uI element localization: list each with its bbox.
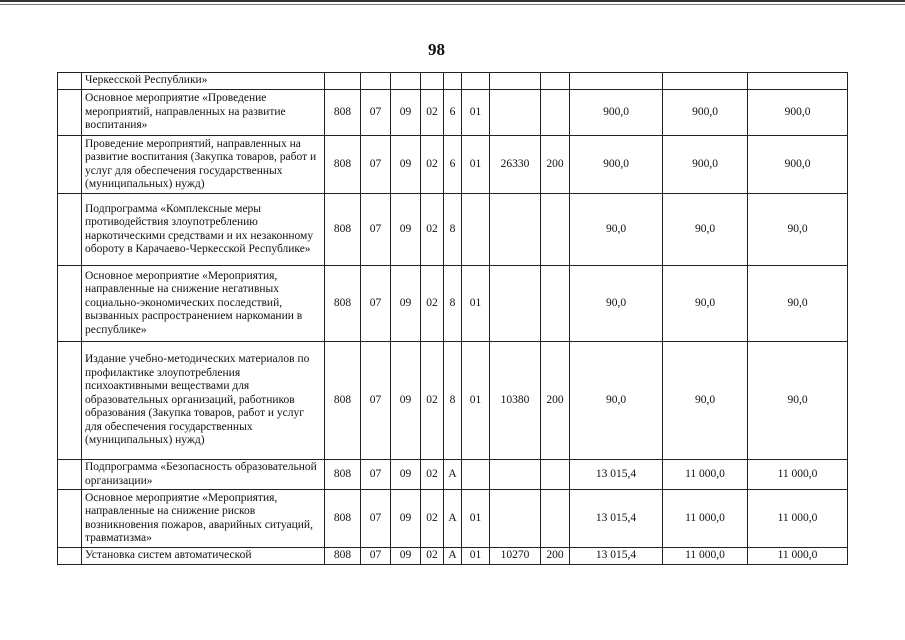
cs-subprogram-cell: 8 bbox=[444, 266, 462, 342]
cs-direction-cell bbox=[490, 490, 541, 548]
cs-program-cell: 02 bbox=[421, 90, 444, 136]
cs-subprogram-cell: А bbox=[444, 548, 462, 565]
cs-direction-cell bbox=[490, 460, 541, 490]
cs-program-cell bbox=[421, 73, 444, 90]
vr-cell bbox=[541, 266, 570, 342]
cs-program-cell: 02 bbox=[421, 548, 444, 565]
cs-measure-cell: 01 bbox=[462, 548, 490, 565]
razdel-cell: 07 bbox=[361, 490, 391, 548]
blank-cell bbox=[58, 460, 82, 490]
table-row bbox=[58, 90, 848, 136]
razdel-cell bbox=[361, 73, 391, 90]
podrazdel-cell: 09 bbox=[391, 90, 421, 136]
sum-year2-cell: 11 000,0 bbox=[663, 460, 748, 490]
vr-cell: 200 bbox=[541, 136, 570, 194]
ved-cell bbox=[325, 73, 361, 90]
table-row bbox=[58, 460, 848, 490]
podrazdel-cell: 09 bbox=[391, 194, 421, 266]
sum-year1-cell: 900,0 bbox=[570, 90, 663, 136]
razdel-cell: 07 bbox=[361, 460, 391, 490]
cs-measure-cell bbox=[462, 194, 490, 266]
razdel-cell: 07 bbox=[361, 194, 391, 266]
cs-program-cell: 02 bbox=[421, 266, 444, 342]
blank-cell bbox=[58, 266, 82, 342]
cs-measure-cell bbox=[462, 73, 490, 90]
ved-cell: 808 bbox=[325, 194, 361, 266]
cs-subprogram-cell: А bbox=[444, 490, 462, 548]
cs-direction-cell: 10270 bbox=[490, 548, 541, 565]
row-name-cell: Установка систем автоматической bbox=[82, 548, 325, 565]
ved-cell: 808 bbox=[325, 136, 361, 194]
cs-direction-cell bbox=[490, 266, 541, 342]
ved-cell: 808 bbox=[325, 490, 361, 548]
cs-direction-cell bbox=[490, 90, 541, 136]
table-row bbox=[58, 194, 848, 266]
sum-year1-cell: 13 015,4 bbox=[570, 490, 663, 548]
sum-year2-cell: 90,0 bbox=[663, 342, 748, 460]
cs-measure-cell: 01 bbox=[462, 490, 490, 548]
sum-year1-cell: 90,0 bbox=[570, 194, 663, 266]
ved-cell: 808 bbox=[325, 342, 361, 460]
cs-measure-cell: 01 bbox=[462, 266, 490, 342]
table-row bbox=[58, 342, 848, 460]
cs-direction-cell bbox=[490, 194, 541, 266]
sum-year3-cell: 900,0 bbox=[748, 90, 848, 136]
ved-cell: 808 bbox=[325, 90, 361, 136]
ved-cell: 808 bbox=[325, 460, 361, 490]
vr-cell bbox=[541, 460, 570, 490]
razdel-cell: 07 bbox=[361, 90, 391, 136]
sum-year3-cell bbox=[748, 73, 848, 90]
row-name-cell: Основное мероприятие «Мероприятия, направленные на снижение негативных социально-экономических последствий, вызванных распространением наркомании в республике» bbox=[82, 266, 325, 342]
cs-measure-cell: 01 bbox=[462, 90, 490, 136]
sum-year1-cell: 90,0 bbox=[570, 266, 663, 342]
podrazdel-cell: 09 bbox=[391, 136, 421, 194]
sum-year1-cell: 900,0 bbox=[570, 136, 663, 194]
sum-year1-cell: 90,0 bbox=[570, 342, 663, 460]
podrazdel-cell: 09 bbox=[391, 490, 421, 548]
row-name-cell: Основное мероприятие «Проведение мероприятий, направленных на развитие воспитания» bbox=[82, 90, 325, 136]
blank-cell bbox=[58, 490, 82, 548]
cs-measure-cell bbox=[462, 460, 490, 490]
cs-subprogram-cell: 8 bbox=[444, 194, 462, 266]
cs-program-cell: 02 bbox=[421, 490, 444, 548]
razdel-cell: 07 bbox=[361, 136, 391, 194]
row-name-cell: Проведение мероприятий, направленных на развитие воспитания (Закупка товаров, работ и услуг для обеспечения государственных (муниципальных) нужд) bbox=[82, 136, 325, 194]
sum-year3-cell: 90,0 bbox=[748, 342, 848, 460]
cs-program-cell: 02 bbox=[421, 136, 444, 194]
vr-cell bbox=[541, 490, 570, 548]
blank-cell bbox=[58, 136, 82, 194]
cs-measure-cell: 01 bbox=[462, 136, 490, 194]
vr-cell bbox=[541, 194, 570, 266]
table-row bbox=[58, 490, 848, 548]
razdel-cell: 07 bbox=[361, 342, 391, 460]
sum-year1-cell: 13 015,4 bbox=[570, 460, 663, 490]
sum-year2-cell: 900,0 bbox=[663, 90, 748, 136]
sum-year2-cell: 11 000,0 bbox=[663, 548, 748, 565]
row-name-cell: Подпрограмма «Безопасность образовательной организации» bbox=[82, 460, 325, 490]
podrazdel-cell bbox=[391, 73, 421, 90]
sum-year2-cell: 900,0 bbox=[663, 136, 748, 194]
row-name-cell: Черкесской Республики» bbox=[82, 73, 325, 90]
cs-direction-cell bbox=[490, 73, 541, 90]
top-border-rule bbox=[0, 0, 905, 5]
ved-cell: 808 bbox=[325, 548, 361, 565]
cs-program-cell: 02 bbox=[421, 342, 444, 460]
table-row bbox=[58, 136, 848, 194]
sum-year2-cell: 90,0 bbox=[663, 194, 748, 266]
table-row bbox=[58, 73, 848, 90]
vr-cell: 200 bbox=[541, 548, 570, 565]
cs-direction-cell: 26330 bbox=[490, 136, 541, 194]
blank-cell bbox=[58, 342, 82, 460]
podrazdel-cell: 09 bbox=[391, 342, 421, 460]
vr-cell: 200 bbox=[541, 342, 570, 460]
razdel-cell: 07 bbox=[361, 266, 391, 342]
cs-direction-cell: 10380 bbox=[490, 342, 541, 460]
row-name-cell: Подпрограмма «Комплексные меры противодействия злоупотреблению наркотическими средствами и их незаконному обороту в Карачаево-Черкесской Республике» bbox=[82, 194, 325, 266]
sum-year3-cell: 900,0 bbox=[748, 136, 848, 194]
sum-year3-cell: 11 000,0 bbox=[748, 548, 848, 565]
cs-program-cell: 02 bbox=[421, 194, 444, 266]
cs-subprogram-cell: 8 bbox=[444, 342, 462, 460]
table-row bbox=[58, 548, 848, 565]
razdel-cell: 07 bbox=[361, 548, 391, 565]
budget-table bbox=[57, 72, 848, 565]
sum-year1-cell: 13 015,4 bbox=[570, 548, 663, 565]
blank-cell bbox=[58, 90, 82, 136]
blank-cell bbox=[58, 73, 82, 90]
cs-program-cell: 02 bbox=[421, 460, 444, 490]
table-row bbox=[58, 266, 848, 342]
blank-cell bbox=[58, 548, 82, 565]
cs-subprogram-cell: 6 bbox=[444, 136, 462, 194]
cs-subprogram-cell: 6 bbox=[444, 90, 462, 136]
sum-year3-cell: 11 000,0 bbox=[748, 460, 848, 490]
podrazdel-cell: 09 bbox=[391, 266, 421, 342]
sum-year3-cell: 90,0 bbox=[748, 266, 848, 342]
sum-year3-cell: 11 000,0 bbox=[748, 490, 848, 548]
podrazdel-cell: 09 bbox=[391, 548, 421, 565]
ved-cell: 808 bbox=[325, 266, 361, 342]
sum-year3-cell: 90,0 bbox=[748, 194, 848, 266]
sum-year2-cell: 90,0 bbox=[663, 266, 748, 342]
sum-year2-cell bbox=[663, 73, 748, 90]
cs-subprogram-cell: А bbox=[444, 460, 462, 490]
row-name-cell: Основное мероприятие «Мероприятия, направленные на снижение рисков возникновения пожаров, аварийных ситуаций, травматизма» bbox=[82, 490, 325, 548]
budget-table-body bbox=[58, 73, 848, 565]
cs-measure-cell: 01 bbox=[462, 342, 490, 460]
vr-cell bbox=[541, 73, 570, 90]
sum-year1-cell bbox=[570, 73, 663, 90]
page-number: 98 bbox=[428, 40, 445, 59]
sum-year2-cell: 11 000,0 bbox=[663, 490, 748, 548]
row-name-cell: Издание учебно-методических материалов по профилактике злоупотребления психоактивными веществами для образовательных организаций, работников образования (Закупка товаров, работ и услуг для обеспечения государственных (муниципальных) нужд) bbox=[82, 342, 325, 460]
cs-subprogram-cell bbox=[444, 73, 462, 90]
vr-cell bbox=[541, 90, 570, 136]
blank-cell bbox=[58, 194, 82, 266]
podrazdel-cell: 09 bbox=[391, 460, 421, 490]
